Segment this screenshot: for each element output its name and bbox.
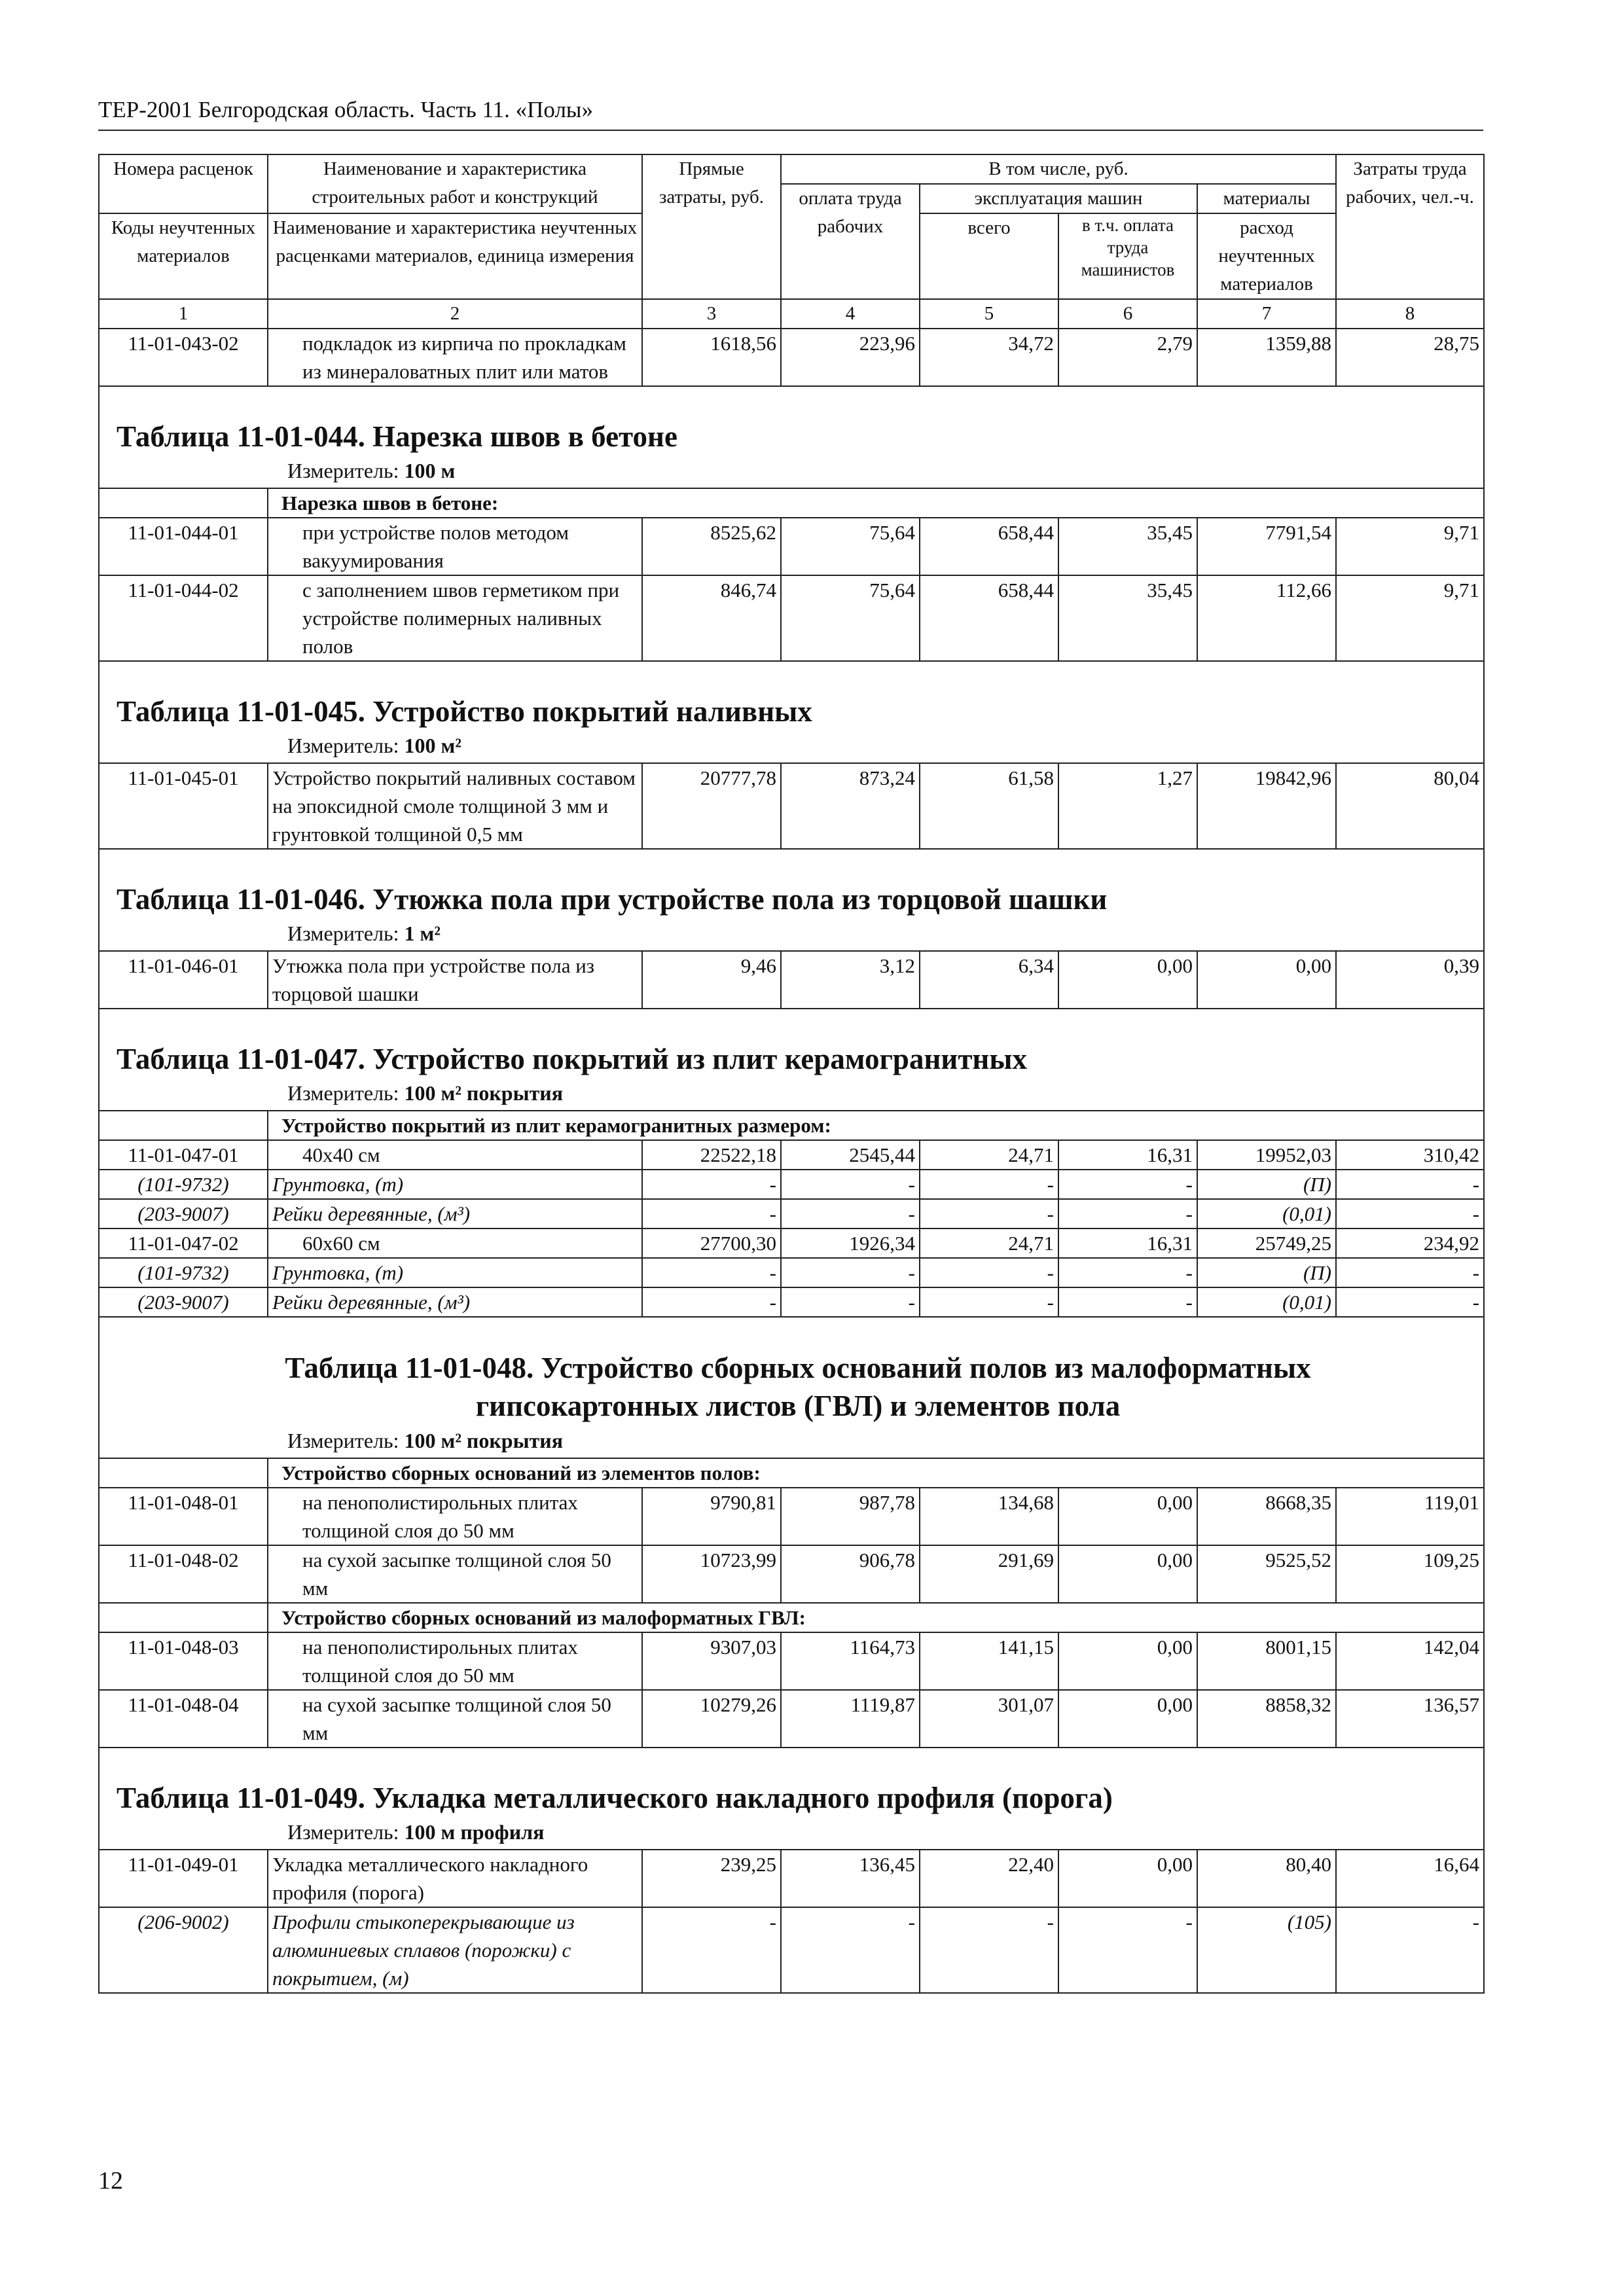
value-machinists: 0,00: [1058, 1545, 1197, 1603]
rate-name: Утюжка пола при устройстве пола из торцовой шашки: [268, 951, 642, 1009]
table-row: [99, 951, 1484, 1009]
value-worker-pay: -: [781, 1170, 920, 1199]
value-machinists: 1,27: [1058, 763, 1197, 849]
value-direct: 8525,62: [642, 518, 781, 575]
value-materials: 7791,54: [1197, 518, 1336, 575]
rate-code: 11-01-048-03: [99, 1632, 268, 1690]
value-materials: 8001,15: [1197, 1632, 1336, 1690]
rate-name: [268, 1488, 642, 1545]
rate-name: [268, 518, 642, 575]
section-title-row: [99, 1317, 1484, 1458]
table-row: [99, 1907, 1484, 1993]
value-labor: 9,71: [1336, 575, 1484, 661]
section-title-row: [99, 1009, 1484, 1111]
material-name: Грунтовка, (т): [268, 1170, 642, 1199]
value-machinists: 0,00: [1058, 1488, 1197, 1545]
measurement-label: Измеритель:: [287, 1820, 399, 1844]
value-machines: 61,58: [920, 763, 1058, 849]
table-title: Таблица 11-01-049. Укладка металлического накладного профиля (порога): [117, 1782, 1113, 1814]
material-code: (206-9002): [99, 1907, 268, 1993]
rate-name-text: на пенополистирольных плитах толщиной слоя до 50 мм: [302, 1636, 578, 1687]
measurement-value: 100 м² покрытия: [404, 1081, 564, 1105]
column-number: 8: [1336, 299, 1484, 329]
value-worker-pay: -: [781, 1907, 920, 1993]
value-direct: 9,46: [642, 951, 781, 1009]
value-labor: 80,04: [1336, 763, 1484, 849]
value-materials: (105): [1197, 1907, 1336, 1993]
value-labor: 119,01: [1336, 1488, 1484, 1545]
table-row: [99, 1545, 1484, 1603]
table-header-row: [99, 154, 1484, 184]
value-machines: -: [920, 1199, 1058, 1229]
value-machinists: -: [1058, 1199, 1197, 1229]
table-title-line: гипсокартонных листов (ГВЛ) и элементов пола: [475, 1390, 1121, 1422]
table-row: [99, 1690, 1484, 1748]
section-title-row: [99, 849, 1484, 951]
value-worker-pay: 1926,34: [781, 1229, 920, 1258]
value-materials: 25749,25: [1197, 1229, 1336, 1258]
header-materials: материалы: [1197, 184, 1336, 213]
table-title: Таблица 11-01-046. Утюжка пола при устройстве пола из торцовой шашки: [117, 883, 1108, 916]
material-code: (101-9732): [99, 1170, 268, 1199]
value-direct: -: [642, 1258, 781, 1287]
header-machinists-pay: в т.ч. оплата труда машинистов: [1058, 213, 1197, 299]
rate-name-text: при устройстве полов методом вакуумирования: [302, 521, 569, 572]
value-machines: 34,72: [920, 329, 1058, 386]
value-labor: 136,57: [1336, 1690, 1484, 1748]
group-label: Устройство сборных оснований из малоформатных ГВЛ:: [268, 1603, 1484, 1632]
table-row: [99, 1632, 1484, 1690]
material-code: (203-9007): [99, 1199, 268, 1229]
value-materials: 1359,88: [1197, 329, 1336, 386]
header-col1-top: Номера расценок: [99, 154, 268, 213]
header-col2-top: Наименование и характеристика строительных работ и конструкций: [268, 154, 642, 213]
value-worker-pay: 75,64: [781, 575, 920, 661]
group-row: [99, 488, 1484, 518]
rate-name-text: на пенополистирольных плитах толщиной слоя до 50 мм: [302, 1491, 578, 1542]
rate-name: [268, 1690, 642, 1748]
value-worker-pay: 75,64: [781, 518, 920, 575]
measurement-unit: [103, 1426, 1479, 1458]
measurement-label: Измеритель:: [287, 1081, 399, 1105]
material-name: Рейки деревянные, (м³): [268, 1199, 642, 1229]
value-machinists: -: [1058, 1170, 1197, 1199]
column-number: 6: [1058, 299, 1197, 329]
table-title: [103, 1318, 1479, 1426]
value-machinists: 2,79: [1058, 329, 1197, 386]
rate-name-text: с заполнением швов герметиком при устройстве полимерных наливных полов: [302, 579, 620, 658]
group-row: [99, 1603, 1484, 1632]
value-machines: 301,07: [920, 1690, 1058, 1748]
rate-code: 11-01-044-02: [99, 575, 268, 661]
value-materials: (П): [1197, 1258, 1336, 1287]
group-row: [99, 1458, 1484, 1488]
rate-code: 11-01-046-01: [99, 951, 268, 1009]
value-labor: 142,04: [1336, 1632, 1484, 1690]
table-row: [99, 1199, 1484, 1229]
value-materials: 19952,03: [1197, 1140, 1336, 1170]
value-worker-pay: 1119,87: [781, 1690, 920, 1748]
header-machines: эксплуатация машин: [920, 184, 1197, 213]
rate-name: Устройство покрытий наливных составом на эпоксидной смоле толщиной 3 мм и грунтовкой толщиной 0,5 мм: [268, 763, 642, 849]
value-machines: 6,34: [920, 951, 1058, 1009]
value-direct: -: [642, 1287, 781, 1317]
table-title: Таблица 11-01-045. Устройство покрытий наливных: [117, 695, 812, 728]
header-col1-bottom: Коды неучтенных материалов: [99, 213, 268, 299]
table-row: [99, 575, 1484, 661]
column-number: 2: [268, 299, 642, 329]
value-labor: 234,92: [1336, 1229, 1484, 1258]
value-worker-pay: 906,78: [781, 1545, 920, 1603]
rate-code: 11-01-049-01: [99, 1850, 268, 1907]
measurement-value: 100 м: [404, 459, 456, 482]
value-materials: (0,01): [1197, 1199, 1336, 1229]
group-label: Устройство покрытий из плит керамогранитных размером:: [268, 1111, 1484, 1140]
value-direct: -: [642, 1170, 781, 1199]
value-materials: 8668,35: [1197, 1488, 1336, 1545]
value-machines: -: [920, 1170, 1058, 1199]
table-row: [99, 518, 1484, 575]
table-row: [99, 1258, 1484, 1287]
value-worker-pay: 2545,44: [781, 1140, 920, 1170]
measurement-unit: [103, 1079, 1479, 1110]
value-materials: 19842,96: [1197, 763, 1336, 849]
table-title: Таблица 11-01-044. Нарезка швов в бетоне: [117, 420, 677, 453]
material-code: (203-9007): [99, 1287, 268, 1317]
rate-code: 11-01-047-02: [99, 1229, 268, 1258]
measurement-label: Измеритель:: [287, 922, 399, 945]
measurement-unit: [103, 731, 1479, 762]
rate-name: [268, 575, 642, 661]
value-machinists: 35,45: [1058, 575, 1197, 661]
value-direct: 846,74: [642, 575, 781, 661]
table-row: [99, 763, 1484, 849]
value-direct: 22522,18: [642, 1140, 781, 1170]
rates-table: [98, 154, 1485, 1994]
value-materials: (0,01): [1197, 1287, 1336, 1317]
value-direct: 239,25: [642, 1850, 781, 1907]
value-machines: 658,44: [920, 575, 1058, 661]
rate-code: 11-01-047-01: [99, 1140, 268, 1170]
value-machinists: -: [1058, 1907, 1197, 1993]
value-machines: 291,69: [920, 1545, 1058, 1603]
measurement-value: 100 м² покрытия: [404, 1429, 564, 1452]
value-machines: 22,40: [920, 1850, 1058, 1907]
value-materials: (П): [1197, 1170, 1336, 1199]
header-col2-bottom: Наименование и характеристика неучтенных расценками материалов, единица измерения: [268, 213, 642, 299]
table-row: [99, 1140, 1484, 1170]
table-row: [99, 1287, 1484, 1317]
table-row: [99, 1170, 1484, 1199]
material-name: Профили стыкоперекрывающие из алюминиевых сплавов (порожки) с покрытием, (м): [268, 1907, 642, 1993]
value-direct: 10279,26: [642, 1690, 781, 1748]
measurement-value: 1 м²: [404, 922, 441, 945]
page-header: ТЕР-2001 Белгородская область. Часть 11. «Полы»: [98, 97, 1483, 131]
table-row: [99, 1488, 1484, 1545]
table-row: [99, 1229, 1484, 1258]
value-labor: 310,42: [1336, 1140, 1484, 1170]
rate-name-text: на сухой засыпке толщиной слоя 50 мм: [302, 1549, 611, 1600]
rate-code: 11-01-044-01: [99, 518, 268, 575]
header-worker-pay: оплата труда рабочих: [781, 184, 920, 299]
value-worker-pay: 987,78: [781, 1488, 920, 1545]
rate-name: [268, 329, 642, 386]
value-labor: 16,64: [1336, 1850, 1484, 1907]
group-label: Устройство сборных оснований из элементов полов:: [268, 1458, 1484, 1488]
section-title-row: [99, 1748, 1484, 1850]
value-machines: 141,15: [920, 1632, 1058, 1690]
value-materials: 0,00: [1197, 951, 1336, 1009]
table-row: [99, 1850, 1484, 1907]
rate-name-text: 40х40 см: [302, 1143, 380, 1166]
material-name: Рейки деревянные, (м³): [268, 1287, 642, 1317]
value-direct: -: [642, 1199, 781, 1229]
value-machinists: 16,31: [1058, 1140, 1197, 1170]
value-worker-pay: -: [781, 1258, 920, 1287]
value-machines: -: [920, 1907, 1058, 1993]
value-labor: 0,39: [1336, 951, 1484, 1009]
rate-name: [268, 1632, 642, 1690]
value-machinists: -: [1058, 1258, 1197, 1287]
header-labor-costs: Затраты труда рабочих, чел.-ч.: [1336, 154, 1484, 299]
rate-code: 11-01-043-02: [99, 329, 268, 386]
material-code: (101-9732): [99, 1258, 268, 1287]
table-title-line: Таблица 11-01-048. Устройство сборных оснований полов из малоформатных: [285, 1352, 1311, 1384]
value-materials: 8858,32: [1197, 1690, 1336, 1748]
value-materials: 9525,52: [1197, 1545, 1336, 1603]
rate-name: [268, 1140, 642, 1170]
value-labor: -: [1336, 1258, 1484, 1287]
column-number: 5: [920, 299, 1058, 329]
value-labor: 109,25: [1336, 1545, 1484, 1603]
table-title: Таблица 11-01-047. Устройство покрытий из плит керамогранитных: [117, 1043, 1027, 1075]
column-number: 7: [1197, 299, 1336, 329]
rate-name: Укладка металлического накладного профиля (порога): [268, 1850, 642, 1907]
header-unaccounted-materials: расход неучтенных материалов: [1197, 213, 1336, 299]
value-labor: -: [1336, 1199, 1484, 1229]
column-number: 3: [642, 299, 781, 329]
value-machines: 24,71: [920, 1140, 1058, 1170]
value-machines: 658,44: [920, 518, 1058, 575]
value-labor: -: [1336, 1170, 1484, 1199]
rate-code: 11-01-045-01: [99, 763, 268, 849]
value-machinists: 0,00: [1058, 1850, 1197, 1907]
header-direct-costs: Прямые затраты, руб.: [642, 154, 781, 299]
value-labor: 28,75: [1336, 329, 1484, 386]
rate-name: [268, 1545, 642, 1603]
measurement-label: Измеритель:: [287, 734, 399, 757]
measurement-unit: [103, 919, 1479, 950]
group-label: Нарезка швов в бетоне:: [268, 488, 1484, 518]
value-worker-pay: -: [781, 1199, 920, 1229]
value-worker-pay: 873,24: [781, 763, 920, 849]
value-direct: 9307,03: [642, 1632, 781, 1690]
measurement-value: 100 м профиля: [404, 1820, 545, 1844]
value-labor: -: [1336, 1907, 1484, 1993]
table-row: [99, 329, 1484, 386]
value-machinists: 16,31: [1058, 1229, 1197, 1258]
measurement-label: Измеритель:: [287, 1429, 399, 1452]
rate-name-text: подкладок из кирпича по прокладкам из минераловатных плит или матов: [302, 332, 626, 383]
rate-name-text: на сухой засыпке толщиной слоя 50 мм: [302, 1693, 611, 1744]
measurement-value: 100 м²: [404, 734, 461, 757]
value-direct: 10723,99: [642, 1545, 781, 1603]
value-direct: 1618,56: [642, 329, 781, 386]
value-labor: -: [1336, 1287, 1484, 1317]
section-title-row: [99, 386, 1484, 488]
value-materials: 80,40: [1197, 1850, 1336, 1907]
value-machinists: 35,45: [1058, 518, 1197, 575]
section-title-row: [99, 661, 1484, 763]
value-labor: 9,71: [1336, 518, 1484, 575]
rate-name: [268, 1229, 642, 1258]
value-machinists: 0,00: [1058, 1632, 1197, 1690]
value-worker-pay: 1164,73: [781, 1632, 920, 1690]
header-machines-total: всего: [920, 213, 1058, 299]
value-direct: 9790,81: [642, 1488, 781, 1545]
rate-code: 11-01-048-04: [99, 1690, 268, 1748]
value-machines: 24,71: [920, 1229, 1058, 1258]
column-number: 4: [781, 299, 920, 329]
value-machinists: -: [1058, 1287, 1197, 1317]
material-name: Грунтовка, (т): [268, 1258, 642, 1287]
value-machinists: 0,00: [1058, 1690, 1197, 1748]
value-direct: 20777,78: [642, 763, 781, 849]
value-machinists: 0,00: [1058, 951, 1197, 1009]
value-machines: -: [920, 1287, 1058, 1317]
column-number: 1: [99, 299, 268, 329]
rate-name-text: 60х60 см: [302, 1232, 380, 1255]
value-direct: 27700,30: [642, 1229, 781, 1258]
value-worker-pay: 136,45: [781, 1850, 920, 1907]
column-numbers-row: [99, 299, 1484, 329]
value-machines: 134,68: [920, 1488, 1058, 1545]
header-group-incl: В том числе, руб.: [781, 154, 1336, 184]
measurement-label: Измеритель:: [287, 459, 399, 482]
measurement-unit: [103, 456, 1479, 488]
value-materials: 112,66: [1197, 575, 1336, 661]
rate-code: 11-01-048-01: [99, 1488, 268, 1545]
value-worker-pay: -: [781, 1287, 920, 1317]
rate-code: 11-01-048-02: [99, 1545, 268, 1603]
measurement-unit: [103, 1818, 1479, 1849]
group-row: [99, 1111, 1484, 1140]
value-worker-pay: 3,12: [781, 951, 920, 1009]
value-worker-pay: 223,96: [781, 329, 920, 386]
value-machines: -: [920, 1258, 1058, 1287]
page-number: 12: [98, 2167, 123, 2195]
value-direct: -: [642, 1907, 781, 1993]
